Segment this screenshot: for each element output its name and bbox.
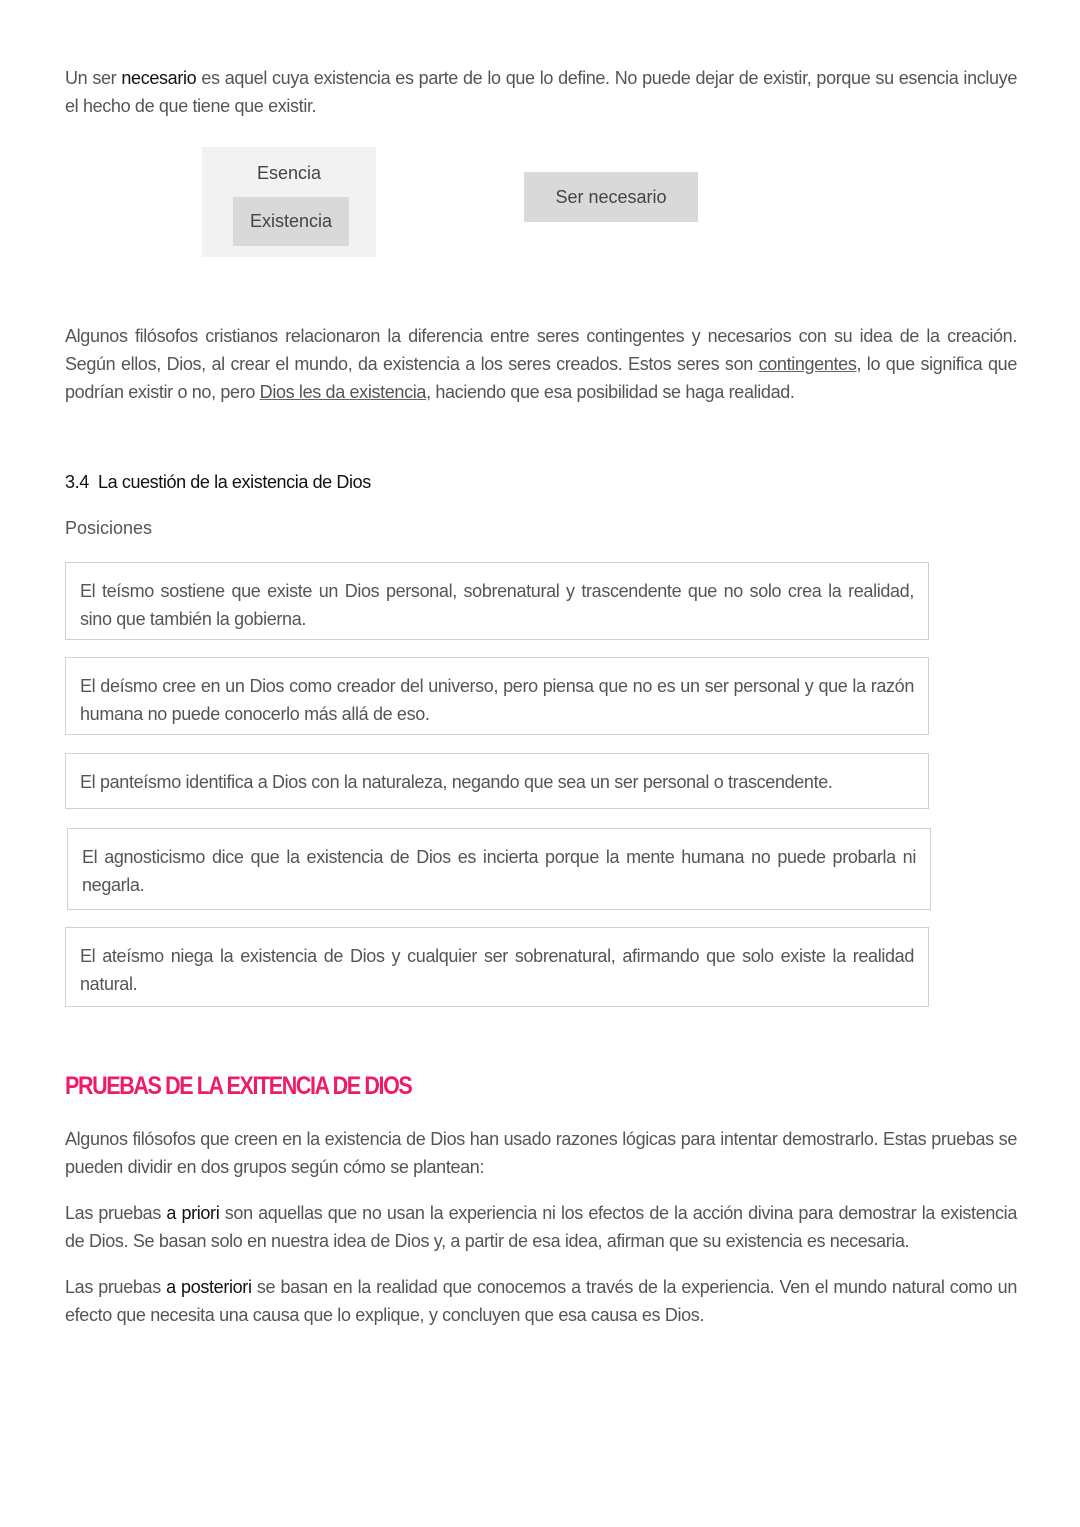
underlined-contingentes: contingentes	[758, 354, 857, 374]
section-heading-3-4	[65, 472, 371, 493]
position-box-agnosticismo: El agnosticismo dice que la existencia de Dios es incierta porque la mente humana no puede probarla ni negarla.	[67, 828, 931, 910]
proofs-section-title: PRUEBAS DE LA EXITENCIA DE DIOS	[65, 1072, 412, 1100]
esencia-label: Esencia	[256, 163, 322, 183]
existencia-box: Existencia	[233, 197, 349, 246]
a-priori-paragraph	[65, 1199, 1017, 1255]
position-box-deismo: El deísmo cree en un Dios como creador del universo, pero piensa que no es un ser personal y que la razón humana no puede conocerlo más allá de eso.	[65, 657, 929, 735]
position-box-panteismo: El panteísmo identifica a Dios con la naturaleza, negando que sea un ser personal o trascendente.	[65, 753, 929, 809]
posiciones-label: Posiciones	[65, 518, 153, 538]
term-a-priori: a priori	[166, 1203, 220, 1223]
text-fragment: se basan en la realidad que conocemos a través de la experiencia. Ven el mundo natural como un efecto que necesita una causa que lo explique, y concluyen que esa causa es Dios.	[65, 1277, 1018, 1325]
text-fragment: , lo que significa que podrían existir o no, pero	[65, 354, 1017, 402]
ser-necesario-box: Ser necesario	[524, 172, 698, 222]
section-title: La cuestión de la existencia de Dios	[98, 472, 371, 492]
esencia-diagram-box	[202, 147, 376, 257]
term-necesario: necesario	[121, 68, 197, 88]
position-box-ateismo: El ateísmo niega la existencia de Dios y cualquier ser sobrenatural, afirmando que solo existe la realidad natural.	[65, 927, 929, 1007]
creation-paragraph	[65, 322, 1017, 406]
text-fragment: Algunos filósofos cristianos relacionaron la diferencia entre seres contingentes y necesarios con su idea de la creación. Según ellos, Dios, al crear el mundo, da existencia a los seres creados. Estos seres son	[65, 326, 1017, 374]
text-fragment: son aquellas que no usan la experiencia ni los efectos de la acción divina para demostrar la existencia de Dios. Se basan solo en nuestra idea de Dios y, a partir de esa idea, afirman que su existencia es necesaria.	[65, 1203, 1017, 1251]
section-number: 3.4	[65, 472, 89, 492]
text-fragment: , haciendo que esa posibilidad se haga realidad.	[426, 382, 795, 402]
text-fragment: Las pruebas	[65, 1203, 167, 1223]
underlined-dios-les-da-existencia: Dios les da existencia	[259, 382, 427, 402]
necesario-definition-paragraph	[65, 64, 1017, 120]
term-a-posteriori: a posteriori	[166, 1277, 252, 1297]
proofs-intro-paragraph: Algunos filósofos que creen en la existencia de Dios han usado razones lógicas para intentar demostrarlo. Estas pruebas se pueden dividir en dos grupos según cómo se plantean:	[65, 1129, 1017, 1177]
text-fragment: es aquel cuya existencia es parte de lo que lo define. No puede dejar de existir, porque su esencia incluye el hecho de que tiene que existir.	[65, 68, 1017, 116]
position-box-teismo: El teísmo sostiene que existe un Dios personal, sobrenatural y trascendente que no solo crea la realidad, sino que también la gobierna.	[65, 562, 929, 640]
text-fragment: Las pruebas	[65, 1277, 167, 1297]
a-posteriori-paragraph	[65, 1273, 1017, 1329]
text-fragment: Un ser	[65, 68, 122, 88]
